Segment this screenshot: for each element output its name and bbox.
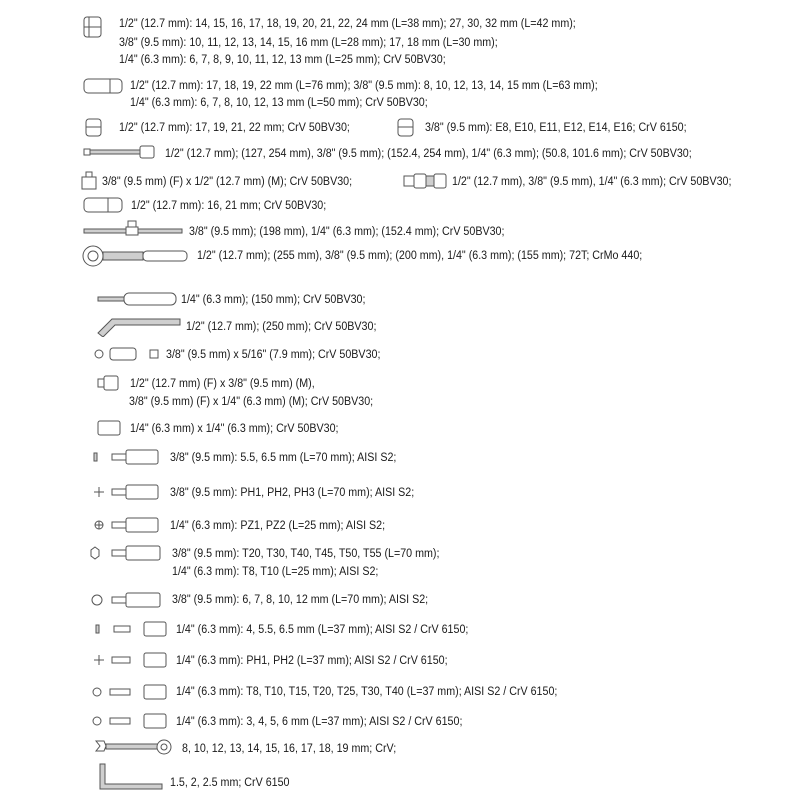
spec-line: 1/2" (12.7 mm): 14, 15, 16, 17, 18, 19, 20, 21, 22, 24 mm (L=38 mm); 27, 30, 32 mm (L=42 mm); <box>119 18 576 30</box>
spec-line: 3/8" (9.5 mm): T20, T30, T40, T45, T50, T55 (L=70 mm); <box>172 548 440 560</box>
spec-line: 1/2" (12.7 mm): 16, 21 mm; CrV 50BV30; <box>131 200 327 212</box>
spec-line: 1/4" (6.3 mm): T8, T10, T15, T20, T25, T30, T40 (L=37 mm); AISI S2 / CrV 6150; <box>176 686 558 698</box>
hex-bit-socket-icon <box>88 590 168 610</box>
torx-bit-socket-icon <box>88 543 168 563</box>
socket-icon <box>84 117 104 139</box>
wrench-icon <box>92 737 178 761</box>
spec-line: 1/4" (6.3 mm) x 1/4" (6.3 mm); CrV 50BV30; <box>130 423 339 435</box>
screwdriver-handle-icon <box>96 291 180 307</box>
spec-line: 1/2" (12.7 mm), 3/8" (9.5 mm), 1/4" (6.3 mm); CrV 50BV30; <box>452 176 732 188</box>
torx-bit-icon <box>90 682 172 702</box>
spec-line: 8, 10, 12, 13, 14, 15, 16, 17, 18, 19 mm; CrV; <box>182 743 397 755</box>
spec-line: 1/4" (6.3 mm): PH1, PH2 (L=37 mm); AISI S2 / CrV 6150; <box>176 655 448 667</box>
spec-line: 1/4" (6.3 mm): 6, 7, 8, 10, 12, 13 mm (L=50 mm); CrV 50BV30; <box>130 97 428 109</box>
bit-holder-icon <box>96 418 124 438</box>
spec-line: 1/4" (6.3 mm): 4, 5.5, 6.5 mm (L=37 mm); AISI S2 / CrV 6150; <box>176 624 469 636</box>
extension-bar-icon <box>82 143 158 161</box>
spec-line: 3/8" (9.5 mm) x 5/16" (7.9 mm); CrV 50BV30; <box>166 349 381 361</box>
spec-line: 1/4" (6.3 mm): PZ1, PZ2 (L=25 mm); AISI S2; <box>170 520 386 532</box>
slotted-bit-icon <box>94 619 172 639</box>
spec-line: 1/2" (12.7 mm) (F) x 3/8" (9.5 mm) (M), <box>130 378 315 390</box>
spec-line: 3/8" (9.5 mm): 10, 11, 12, 13, 14, 15, 16 mm (L=28 mm); 17, 18 mm (L=30 mm); <box>119 37 498 49</box>
pozidriv-bit-socket-icon <box>92 515 164 535</box>
spec-line: 3/8" (9.5 mm) (F) x 1/4" (6.3 mm) (M); CrV 50BV30; <box>129 396 374 408</box>
bit-adapter-icon <box>92 345 164 363</box>
adapter-icon <box>80 170 100 192</box>
hex-key-icon <box>96 762 166 792</box>
spec-line: 1/4" (6.3 mm): 3, 4, 5, 6 mm (L=37 mm); AISI S2 / CrV 6150; <box>176 716 463 728</box>
spec-line: 3/8" (9.5 mm): 5.5, 6.5 mm (L=70 mm); AISI S2; <box>170 452 397 464</box>
spec-line: 1.5, 2, 2.5 mm; CrV 6150 <box>170 777 290 789</box>
slotted-bit-socket-icon <box>92 447 164 467</box>
spec-line: 1/4" (6.3 mm): 6, 7, 8, 9, 10, 11, 12, 13 mm (L=25 mm); CrV 50BV30; <box>119 54 446 66</box>
deep-socket-icon <box>82 76 124 96</box>
phillips-bit-socket-icon <box>92 482 164 502</box>
spec-line: 3/8" (9.5 mm) (F) x 1/2" (12.7 mm) (M); CrV 50BV30; <box>102 176 353 188</box>
spec-line: 1/2" (12.7 mm): 17, 19, 21, 22 mm; CrV 50BV30; <box>119 122 350 134</box>
spec-line: 3/8" (9.5 mm); (198 mm), 1/4" (6.3 mm); (152.4 mm); CrV 50BV30; <box>189 226 505 238</box>
spec-line: 3/8" (9.5 mm): 6, 7, 8, 10, 12 mm (L=70 mm); AISI S2; <box>172 594 429 606</box>
bent-bar-icon <box>94 311 184 337</box>
spark-plug-socket-icon <box>82 195 126 215</box>
spec-line: 1/2" (12.7 mm): 17, 18, 19, 22 mm (L=76 mm); 3/8" (9.5 mm): 8, 10, 12, 13, 14, 15 mm (L=63 mm); <box>130 80 598 92</box>
reducer-icon <box>96 373 126 395</box>
spec-line: 1/4" (6.3 mm): T8, T10 (L=25 mm); AISI S2; <box>172 566 379 578</box>
spec-line: 1/2" (12.7 mm); (255 mm), 3/8" (9.5 mm); (200 mm), 1/4" (6.3 mm); (155 mm); 72T; CrMo 440; <box>197 250 643 262</box>
universal-joint-icon <box>402 171 448 191</box>
ratchet-icon <box>80 243 190 269</box>
spec-line: 3/8" (9.5 mm): PH1, PH2, PH3 (L=70 mm); AISI S2; <box>170 487 415 499</box>
spec-line: 1/2" (12.7 mm); (127, 254 mm), 3/8" (9.5 mm); (152.4, 254 mm), 1/4" (6.3 mm); (50.8, 101.6 mm); CrV 50BV30; <box>165 148 692 160</box>
spec-line: 1/4" (6.3 mm); (150 mm); CrV 50BV30; <box>181 294 366 306</box>
phillips-bit-icon <box>92 650 172 670</box>
hex-bit-icon <box>90 711 172 731</box>
t-bar-icon <box>82 217 186 239</box>
socket-icon <box>82 14 104 40</box>
torx-socket-icon <box>396 117 416 139</box>
spec-line: 3/8" (9.5 mm): E8, E10, E11, E12, E14, E16; CrV 6150; <box>425 122 687 134</box>
spec-line: 1/2" (12.7 mm); (250 mm); CrV 50BV30; <box>186 321 377 333</box>
